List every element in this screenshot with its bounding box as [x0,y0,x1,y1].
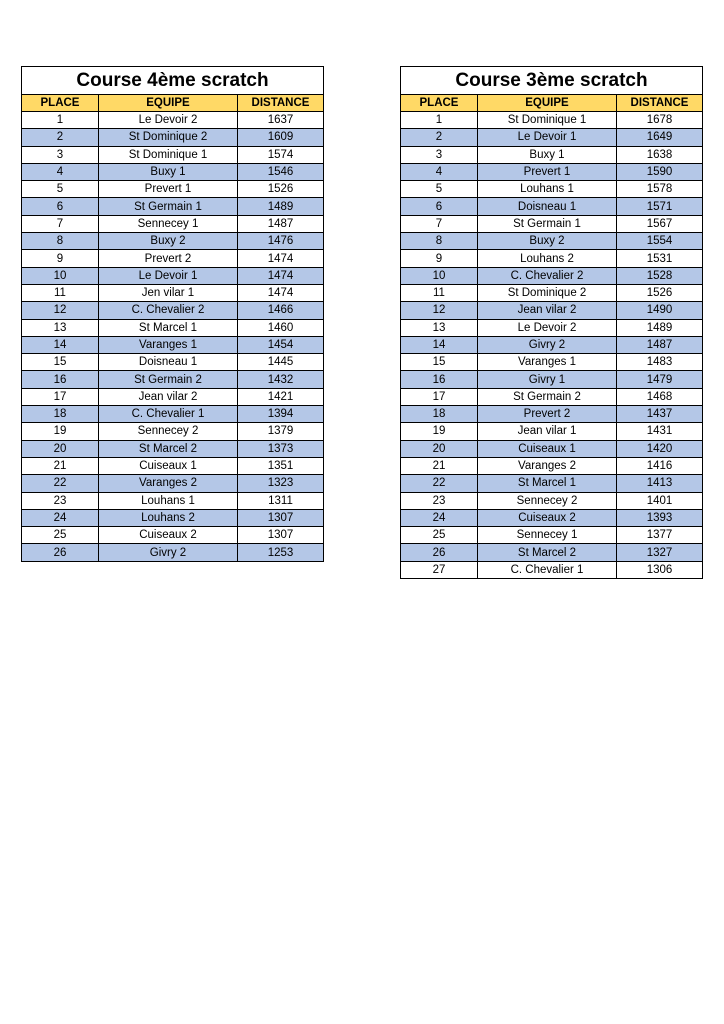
table-row [401,492,703,509]
table-row [401,267,703,284]
cell-team: St Germain 2 [99,371,238,388]
cell-team: Prevert 2 [99,250,238,267]
cell-distance: 1379 [238,423,324,440]
cell-place: 4 [22,163,99,180]
cell-place: 13 [22,319,99,336]
cell-distance: 1489 [238,198,324,215]
cell-team: St Marcel 2 [478,544,617,561]
cell-distance: 1578 [617,181,703,198]
cell-place: 1 [22,112,99,129]
cell-distance: 1531 [617,250,703,267]
cell-place: 26 [401,544,478,561]
cell-place: 6 [401,198,478,215]
cell-distance: 1454 [238,336,324,353]
table-row [22,457,324,474]
cell-distance: 1437 [617,406,703,423]
cell-place: 21 [401,457,478,474]
cell-team: Sennecey 2 [478,492,617,509]
cell-distance: 1373 [238,440,324,457]
cell-place: 13 [401,319,478,336]
table-row [401,388,703,405]
table-row [22,112,324,129]
cell-distance: 1421 [238,388,324,405]
cell-place: 10 [401,267,478,284]
cell-distance: 1466 [238,302,324,319]
cell-distance: 1487 [238,215,324,232]
cell-team: Givry 2 [99,544,238,561]
cell-distance: 1571 [617,198,703,215]
cell-team: Buxy 2 [99,233,238,250]
table-row [22,146,324,163]
table-row [22,406,324,423]
cell-distance: 1460 [238,319,324,336]
cell-team: Louhans 1 [99,492,238,509]
cell-place: 9 [401,250,478,267]
cell-team: C. Chevalier 2 [478,267,617,284]
results-grid [21,66,324,562]
cell-team: Le Devoir 2 [99,112,238,129]
table-row [22,388,324,405]
table-title: Course 4ème scratch [22,67,324,95]
cell-distance: 1637 [238,112,324,129]
cell-team: Cuiseaux 1 [99,457,238,474]
cell-place: 12 [22,302,99,319]
cell-distance: 1649 [617,129,703,146]
cell-distance: 1678 [617,112,703,129]
cell-place: 4 [401,163,478,180]
table-row [22,423,324,440]
table-row [401,198,703,215]
cell-place: 5 [22,181,99,198]
cell-team: Varanges 1 [478,354,617,371]
cell-team: Sennecey 1 [478,527,617,544]
table-row [22,440,324,457]
cell-place: 3 [401,146,478,163]
table-row [22,354,324,371]
table-row [22,544,324,561]
cell-place: 25 [401,527,478,544]
header-distance: DISTANCE [238,95,324,112]
cell-distance: 1638 [617,146,703,163]
table-row [401,423,703,440]
cell-place: 7 [22,215,99,232]
cell-team: Jean vilar 1 [478,423,617,440]
cell-distance: 1413 [617,475,703,492]
table-row [22,163,324,180]
table-row [401,336,703,353]
table-row [401,509,703,526]
cell-distance: 1609 [238,129,324,146]
cell-team: C. Chevalier 1 [99,406,238,423]
header-team: EQUIPE [99,95,238,112]
cell-place: 14 [22,336,99,353]
cell-team: St Germain 1 [99,198,238,215]
cell-distance: 1311 [238,492,324,509]
cell-distance: 1474 [238,284,324,301]
cell-place: 23 [22,492,99,509]
cell-team: Jean vilar 2 [99,388,238,405]
results-grid [400,66,703,579]
table-row [22,371,324,388]
cell-distance: 1567 [617,215,703,232]
cell-place: 2 [401,129,478,146]
cell-distance: 1554 [617,233,703,250]
cell-distance: 1526 [617,284,703,301]
cell-distance: 1546 [238,163,324,180]
table-row [22,475,324,492]
cell-team: Louhans 2 [478,250,617,267]
table-row [22,509,324,526]
cell-place: 3 [22,146,99,163]
cell-place: 2 [22,129,99,146]
cell-team: Varanges 2 [99,475,238,492]
cell-distance: 1476 [238,233,324,250]
cell-team: St Dominique 1 [99,146,238,163]
cell-place: 15 [401,354,478,371]
cell-team: St Marcel 1 [99,319,238,336]
cell-distance: 1487 [617,336,703,353]
table-row [22,336,324,353]
cell-team: St Dominique 2 [478,284,617,301]
table-row [22,267,324,284]
cell-distance: 1489 [617,319,703,336]
cell-distance: 1474 [238,267,324,284]
cell-team: St Germain 2 [478,388,617,405]
cell-team: Jen vilar 1 [99,284,238,301]
cell-team: Doisneau 1 [99,354,238,371]
cell-distance: 1377 [617,527,703,544]
cell-team: St Dominique 2 [99,129,238,146]
cell-distance: 1474 [238,250,324,267]
table-row [22,198,324,215]
table-row [22,215,324,232]
cell-distance: 1468 [617,388,703,405]
table-row [401,406,703,423]
table-row [401,181,703,198]
cell-place: 14 [401,336,478,353]
cell-place: 18 [401,406,478,423]
cell-place: 21 [22,457,99,474]
cell-place: 10 [22,267,99,284]
cell-place: 22 [401,475,478,492]
cell-team: St Germain 1 [478,215,617,232]
table-row [401,527,703,544]
header-distance: DISTANCE [617,95,703,112]
table-row [22,181,324,198]
cell-place: 26 [22,544,99,561]
cell-place: 7 [401,215,478,232]
table-row [401,163,703,180]
cell-team: Jean vilar 2 [478,302,617,319]
cell-team: C. Chevalier 2 [99,302,238,319]
cell-team: Sennecey 2 [99,423,238,440]
cell-place: 8 [22,233,99,250]
cell-team: Buxy 2 [478,233,617,250]
cell-distance: 1420 [617,440,703,457]
cell-place: 25 [22,527,99,544]
table-row [401,250,703,267]
cell-team: Buxy 1 [478,146,617,163]
results-table-3eme [400,66,703,579]
cell-place: 16 [22,371,99,388]
cell-team: Prevert 1 [99,181,238,198]
cell-distance: 1307 [238,527,324,544]
cell-team: C. Chevalier 1 [478,561,617,578]
cell-team: Givry 1 [478,371,617,388]
table-row [401,544,703,561]
cell-place: 11 [401,284,478,301]
cell-distance: 1393 [617,509,703,526]
cell-team: Varanges 2 [478,457,617,474]
cell-distance: 1253 [238,544,324,561]
cell-team: St Dominique 1 [478,112,617,129]
cell-team: Doisneau 1 [478,198,617,215]
table-row [401,475,703,492]
cell-place: 18 [22,406,99,423]
cell-team: Le Devoir 2 [478,319,617,336]
table-row [401,302,703,319]
cell-distance: 1401 [617,492,703,509]
cell-place: 22 [22,475,99,492]
cell-place: 20 [22,440,99,457]
cell-distance: 1445 [238,354,324,371]
cell-team: Cuiseaux 1 [478,440,617,457]
cell-distance: 1416 [617,457,703,474]
cell-place: 23 [401,492,478,509]
table-row [22,302,324,319]
cell-place: 11 [22,284,99,301]
table-row [22,319,324,336]
cell-team: Le Devoir 1 [99,267,238,284]
cell-place: 12 [401,302,478,319]
cell-place: 17 [401,388,478,405]
table-row [401,146,703,163]
cell-distance: 1490 [617,302,703,319]
cell-place: 8 [401,233,478,250]
cell-team: Prevert 1 [478,163,617,180]
table-row [22,233,324,250]
results-table-4eme [21,66,324,562]
table-row [22,527,324,544]
cell-distance: 1306 [617,561,703,578]
table-row [401,129,703,146]
cell-team: Prevert 2 [478,406,617,423]
cell-team: Louhans 2 [99,509,238,526]
table-row [401,371,703,388]
cell-place: 1 [401,112,478,129]
table-row [22,129,324,146]
table-row [22,250,324,267]
table-row [401,354,703,371]
cell-distance: 1327 [617,544,703,561]
header-place: PLACE [22,95,99,112]
table-row [401,561,703,578]
table-row [401,440,703,457]
cell-distance: 1590 [617,163,703,180]
cell-place: 24 [401,509,478,526]
cell-place: 19 [22,423,99,440]
cell-distance: 1528 [617,267,703,284]
cell-place: 15 [22,354,99,371]
cell-team: Varanges 1 [99,336,238,353]
cell-team: Cuiseaux 2 [478,509,617,526]
table-row [401,319,703,336]
table-row [401,233,703,250]
cell-team: Cuiseaux 2 [99,527,238,544]
table-title: Course 3ème scratch [401,67,703,95]
cell-distance: 1307 [238,509,324,526]
table-row [22,284,324,301]
cell-distance: 1432 [238,371,324,388]
table-row [401,457,703,474]
cell-team: Sennecey 1 [99,215,238,232]
cell-distance: 1323 [238,475,324,492]
cell-distance: 1431 [617,423,703,440]
cell-distance: 1351 [238,457,324,474]
header-place: PLACE [401,95,478,112]
cell-distance: 1574 [238,146,324,163]
cell-team: St Marcel 2 [99,440,238,457]
cell-team: St Marcel 1 [478,475,617,492]
cell-place: 19 [401,423,478,440]
cell-team: Givry 2 [478,336,617,353]
header-team: EQUIPE [478,95,617,112]
table-row [401,284,703,301]
cell-distance: 1479 [617,371,703,388]
cell-place: 6 [22,198,99,215]
cell-place: 16 [401,371,478,388]
cell-team: Le Devoir 1 [478,129,617,146]
table-row [401,112,703,129]
cell-distance: 1394 [238,406,324,423]
table-row [401,215,703,232]
cell-distance: 1526 [238,181,324,198]
cell-place: 24 [22,509,99,526]
table-row [22,492,324,509]
cell-place: 5 [401,181,478,198]
cell-distance: 1483 [617,354,703,371]
cell-place: 9 [22,250,99,267]
cell-place: 17 [22,388,99,405]
cell-team: Buxy 1 [99,163,238,180]
cell-place: 20 [401,440,478,457]
cell-place: 27 [401,561,478,578]
cell-team: Louhans 1 [478,181,617,198]
